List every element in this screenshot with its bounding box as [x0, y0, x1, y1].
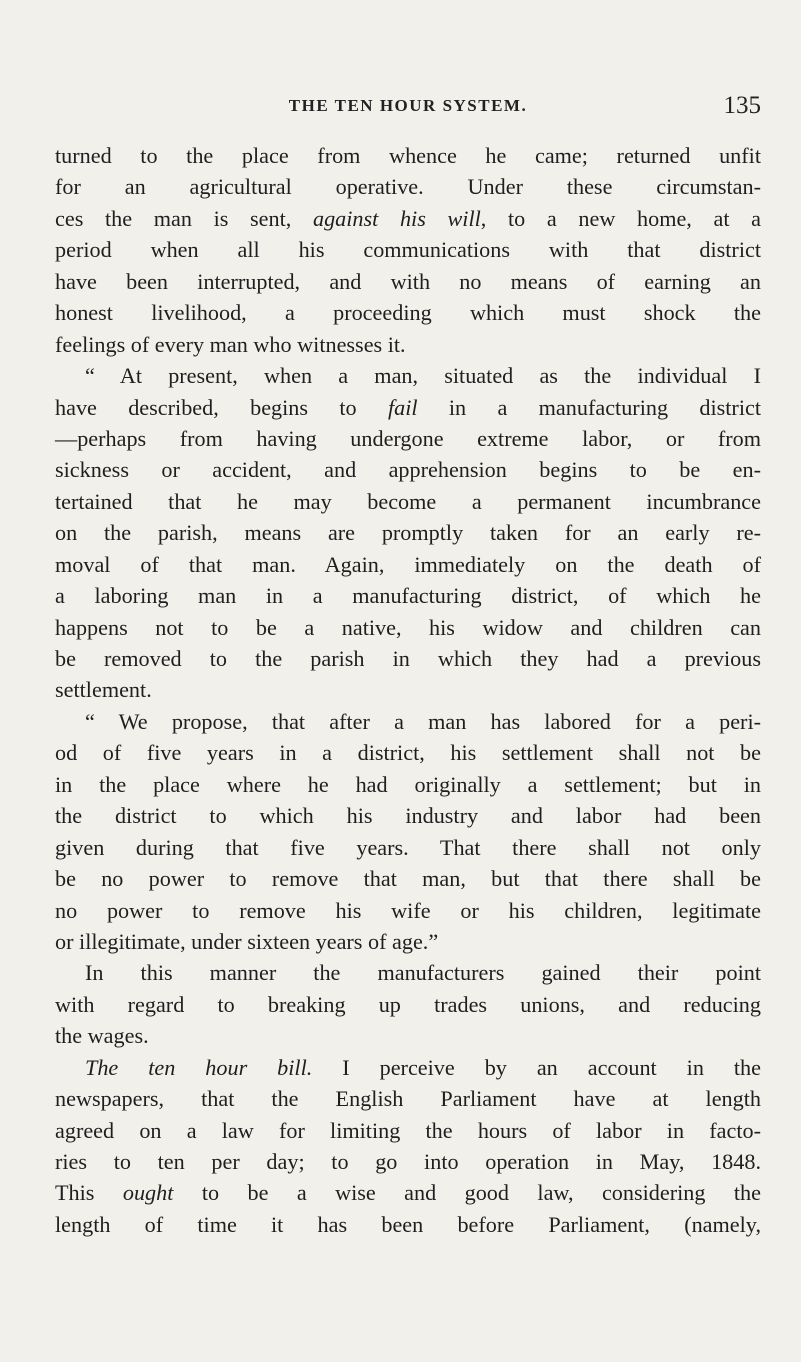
italic-text: ought — [122, 1180, 174, 1206]
text-segment: feelings of every man who witnesses it. — [55, 331, 406, 357]
text-segment: period when all his communications with that district — [55, 237, 761, 263]
text-line — [55, 1115, 761, 1146]
text-segment: given during that five years. That there shall not only — [55, 834, 761, 860]
text-line — [55, 171, 761, 202]
text-segment: turned to the place from whence he came; returned unfit — [55, 143, 761, 168]
text-segment: for an agricultural operative. Under these circumstan- — [55, 174, 761, 200]
text-segment: “ We propose, that after a man has labored for a peri- — [85, 708, 761, 734]
text-segment: with regard to breaking up trades unions, and reducing — [55, 991, 761, 1017]
text-segment: in the place where he had originally a settlement; but in — [55, 771, 761, 797]
text-line — [55, 1146, 761, 1177]
text-line — [55, 706, 761, 737]
text-line — [55, 423, 761, 454]
text-line — [55, 486, 761, 517]
text-segment: or illegitimate, under sixteen years of age.” — [55, 928, 439, 954]
text-segment: in a manufacturing district — [417, 394, 761, 420]
text-segment: This — [55, 1180, 123, 1206]
text-line — [55, 737, 761, 768]
text-segment: , to a new home, at a — [480, 205, 761, 231]
text-segment: have been interrupted, and with no means of earning an — [55, 268, 761, 294]
text-segment: be no power to remove that man, but that there shall be — [55, 866, 761, 892]
text-segment: “ At present, when a man, situated as the individual I — [85, 363, 761, 389]
body-text — [55, 140, 761, 1240]
running-head — [55, 92, 761, 122]
text-segment: on the parish, means are promptly taken for an early re- — [55, 520, 761, 546]
text-segment: honest livelihood, a proceeding which must shock the — [55, 300, 761, 326]
text-line — [55, 612, 761, 643]
text-segment: moval of that man. Again, immediately on the death of — [55, 551, 761, 577]
text-line — [55, 203, 761, 234]
text-segment: I perceive by an account in the — [312, 1054, 761, 1080]
text-line — [55, 895, 761, 926]
text-line — [55, 1209, 761, 1240]
text-segment: the district to which his industry and labor had been — [55, 803, 761, 829]
text-line — [55, 926, 761, 957]
text-segment: newspapers, that the English Parliament have at length — [55, 1086, 761, 1112]
italic-text: against his will — [312, 205, 481, 231]
text-segment: length of time it has been before Parliament, (namely, — [55, 1211, 761, 1237]
text-line — [55, 140, 761, 171]
text-segment: no power to remove his wife or his children, legitimate — [55, 897, 761, 923]
text-line — [55, 266, 761, 297]
text-segment: the wages. — [55, 1023, 149, 1049]
text-line — [55, 1052, 761, 1083]
text-line — [55, 297, 761, 328]
text-line — [55, 1177, 761, 1208]
text-line — [55, 549, 761, 580]
text-segment: —perhaps from having undergone extreme labor, or from — [55, 425, 761, 451]
text-segment: ries to ten per day; to go into operation in May, 1848. — [55, 1149, 761, 1174]
text-line — [55, 800, 761, 831]
text-line — [55, 234, 761, 265]
text-segment: agreed on a law for limiting the hours of labor in facto- — [55, 1117, 761, 1143]
text-line — [55, 832, 761, 863]
text-line — [55, 580, 761, 611]
text-segment: be removed to the parish in which they had a previous — [55, 646, 761, 671]
text-segment: happens not to be a native, his widow and children can — [55, 614, 761, 640]
text-segment: to be a wise and good law, considering the — [173, 1180, 761, 1206]
running-title: THE TEN HOUR SYSTEM. — [288, 96, 528, 115]
text-line — [55, 957, 761, 988]
text-segment: In this manner the manufacturers gained their point — [85, 960, 761, 986]
text-line — [55, 1020, 761, 1051]
text-segment: settlement. — [55, 677, 152, 703]
text-line — [55, 392, 761, 423]
text-segment: a laboring man in a manufacturing district, of which he — [55, 583, 761, 609]
text-segment: tertained that he may become a permanent incumbrance — [55, 488, 761, 514]
text-line — [55, 454, 761, 485]
text-line — [55, 1083, 761, 1114]
text-segment: ces the man is sent, — [55, 205, 313, 231]
text-line — [55, 769, 761, 800]
italic-text: fail — [387, 394, 418, 420]
page-number: 135 — [723, 92, 761, 119]
text-segment: have described, begins to — [55, 394, 388, 420]
text-line — [55, 863, 761, 894]
text-line — [55, 329, 761, 360]
text-line — [55, 674, 761, 705]
italic-text: The ten hour bill. — [85, 1054, 313, 1080]
text-line — [55, 517, 761, 548]
text-line — [55, 643, 761, 674]
text-line — [55, 989, 761, 1020]
text-line — [55, 360, 761, 391]
text-segment: sickness or accident, and apprehension begins to be en- — [55, 457, 761, 483]
text-segment: od of five years in a district, his settlement shall not be — [55, 740, 761, 766]
